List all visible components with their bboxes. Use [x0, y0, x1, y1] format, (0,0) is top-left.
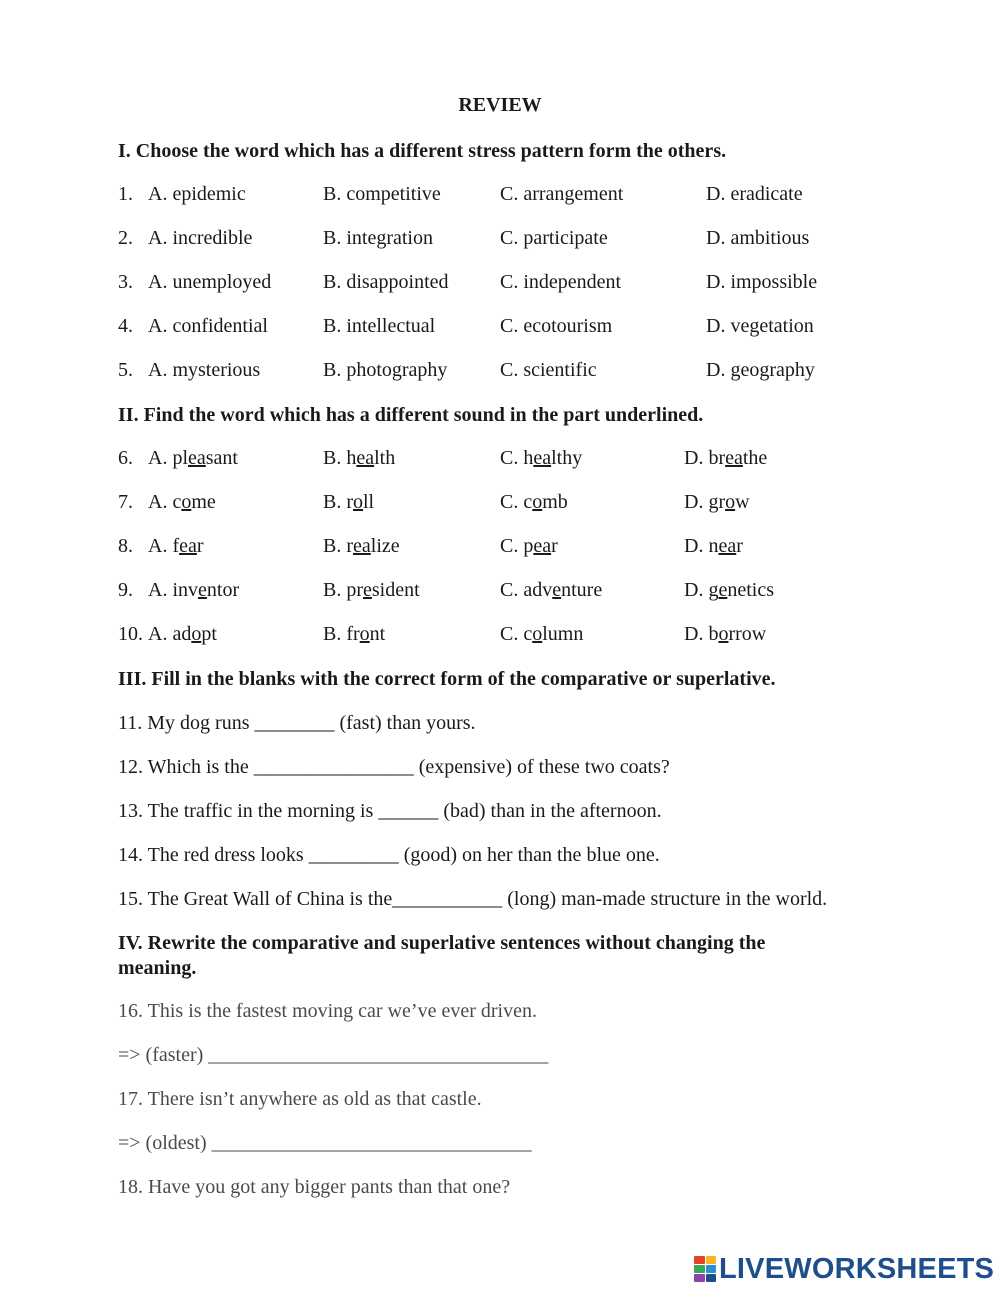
option-c: C. participate: [500, 227, 608, 249]
underlined-part: o: [359, 623, 370, 645]
section-3-heading: III. Fill in the blanks with the correct form of the comparative or superlative.: [118, 668, 776, 690]
answer-line-17: => (oldest) ________________________________: [118, 1132, 532, 1154]
underlined-part: o: [718, 623, 729, 645]
option-text: C. c: [500, 623, 533, 645]
option-text: A. f: [148, 535, 180, 557]
option-text: ntor: [206, 579, 240, 601]
question-number: 8.: [118, 535, 133, 557]
option-text: lize: [370, 535, 400, 557]
option-d: [684, 533, 743, 559]
option-text: nture: [561, 579, 603, 601]
logo-text: LIVEWORKSHEETS: [719, 1252, 995, 1285]
option-text: w: [735, 491, 750, 513]
option-b: [323, 489, 374, 515]
question-number: 5.: [118, 359, 133, 381]
option-b: B. photography: [323, 359, 448, 381]
question-number: 10.: [118, 623, 143, 645]
option-text: lthy: [551, 447, 583, 469]
option-text: sant: [205, 447, 238, 469]
question-number: 7.: [118, 491, 133, 513]
section-1-heading: I. Choose the word which has a different stress pattern form the others.: [118, 140, 727, 162]
page-title: REVIEW: [458, 94, 542, 116]
option-a: A. confidential: [148, 315, 268, 337]
option-text: pt: [201, 623, 217, 645]
section-2-heading: II. Find the word which has a different sound in the part underlined.: [118, 404, 704, 426]
option-text: B. fr: [323, 623, 360, 645]
option-text: C. c: [500, 491, 533, 513]
option-a: [148, 445, 238, 471]
option-a: [148, 577, 239, 603]
option-c: [500, 445, 582, 471]
option-text: r: [196, 535, 204, 557]
option-b: [323, 577, 420, 603]
option-d: D. eradicate: [706, 183, 803, 205]
option-text: D. gr: [684, 491, 726, 513]
underlined-part: o: [532, 623, 543, 645]
option-b: [323, 621, 385, 647]
underlined-part: ea: [533, 447, 552, 469]
option-text: C. p: [500, 535, 534, 557]
option-text: D. b: [684, 623, 719, 645]
underlined-part: ea: [188, 447, 206, 469]
option-text: B. r: [323, 491, 353, 513]
option-text: r: [736, 535, 743, 557]
question-number: 3.: [118, 271, 133, 293]
question-17: 17. There isn’t anywhere as old as that castle.: [118, 1088, 482, 1110]
option-text: lumn: [542, 623, 584, 645]
option-text: ll: [363, 491, 375, 513]
option-d: [684, 489, 750, 515]
section-4-heading: IV. Rewrite the comparative and superlative sentences without changing the meaning.: [118, 932, 766, 979]
question-11: 11. My dog runs ________ (fast) than yours.: [118, 712, 476, 734]
question-14: 14. The red dress looks _________ (good) on her than the blue one.: [118, 844, 660, 866]
underlined-part: ea: [718, 535, 737, 557]
underlined-part: ea: [725, 447, 743, 469]
question-number: 1.: [118, 183, 133, 205]
option-a: A. incredible: [148, 227, 253, 249]
option-text: sident: [371, 579, 420, 601]
underlined-part: ea: [353, 535, 371, 557]
logo-block: [706, 1265, 717, 1273]
option-a: [148, 533, 204, 559]
option-b: B. intellectual: [323, 315, 436, 337]
option-a: [148, 489, 216, 515]
option-text: D. br: [684, 447, 726, 469]
option-a: A. mysterious: [148, 359, 261, 381]
logo-mark-icon: [694, 1256, 716, 1282]
option-a: [148, 621, 217, 647]
underlined-part: o: [353, 491, 363, 513]
option-text: B. r: [323, 535, 353, 557]
option-b: B. disappointed: [323, 271, 449, 293]
underlined-part: e: [718, 579, 728, 601]
question-15: 15. The Great Wall of China is the___________ (long) man-made structure in the world.: [118, 888, 828, 910]
option-text: A. ad: [148, 623, 192, 645]
question-number: 2.: [118, 227, 133, 249]
option-c: [500, 577, 602, 603]
option-b: B. integration: [323, 227, 433, 249]
option-text: B. pr: [323, 579, 363, 601]
option-c: C. scientific: [500, 359, 597, 381]
question-number: 9.: [118, 579, 133, 601]
option-text: nt: [369, 623, 386, 645]
answer-line-16: => (faster) __________________________________: [118, 1044, 549, 1066]
question-18: 18. Have you got any bigger pants than that one?: [118, 1176, 511, 1198]
logo-block: [694, 1265, 705, 1273]
logo-block: [706, 1256, 717, 1264]
option-d: D. vegetation: [706, 315, 814, 337]
option-text: D. n: [684, 535, 719, 557]
underlined-part: e: [552, 579, 562, 601]
underlined-part: ea: [533, 535, 552, 557]
option-b: [323, 533, 400, 559]
option-d: D. ambitious: [706, 227, 810, 249]
question-number: 4.: [118, 315, 133, 337]
option-text: A. pl: [148, 447, 188, 469]
logo-block: [706, 1274, 717, 1282]
question-12: 12. Which is the ________________ (expensive) of these two coats?: [118, 756, 670, 778]
option-text: the: [742, 447, 768, 469]
option-b: [323, 445, 395, 471]
underlined-part: o: [181, 491, 192, 513]
option-text: C. h: [500, 447, 534, 469]
option-c: C. ecotourism: [500, 315, 613, 337]
question-13: 13. The traffic in the morning is ______ (bad) than in the afternoon.: [118, 800, 662, 822]
option-d: D. impossible: [706, 271, 818, 293]
option-text: D. g: [684, 579, 719, 601]
option-text: lth: [374, 447, 396, 469]
option-text: r: [551, 535, 558, 557]
liveworksheets-logo: [694, 1254, 994, 1284]
option-d: [684, 445, 767, 471]
underlined-part: o: [191, 623, 202, 645]
option-c: [500, 533, 558, 559]
option-d: [684, 577, 774, 603]
option-d: D. geography: [706, 359, 815, 381]
underlined-part: e: [363, 579, 372, 601]
underlined-part: ea: [179, 535, 197, 557]
option-text: mb: [542, 491, 568, 513]
question-number: 6.: [118, 447, 133, 469]
logo-block: [694, 1274, 705, 1282]
option-a: A. unemployed: [148, 271, 272, 293]
option-text: me: [191, 491, 216, 513]
underlined-part: o: [725, 491, 736, 513]
option-text: rrow: [728, 623, 767, 645]
option-a: A. epidemic: [148, 183, 246, 205]
option-text: A. inv: [148, 579, 198, 601]
option-text: netics: [727, 579, 774, 601]
logo-block: [694, 1256, 705, 1264]
underlined-part: o: [532, 491, 543, 513]
option-text: C. adv: [500, 579, 553, 601]
option-c: C. independent: [500, 271, 622, 293]
option-c: [500, 621, 583, 647]
underlined-part: e: [198, 579, 207, 601]
option-c: C. arrangement: [500, 183, 624, 205]
underlined-part: ea: [356, 447, 375, 469]
option-text: A. c: [148, 491, 182, 513]
option-b: B. competitive: [323, 183, 441, 205]
question-16: 16. This is the fastest moving car we’ve ever driven.: [118, 1000, 537, 1022]
option-text: B. h: [323, 447, 357, 469]
option-d: [684, 621, 766, 647]
option-c: [500, 489, 568, 515]
